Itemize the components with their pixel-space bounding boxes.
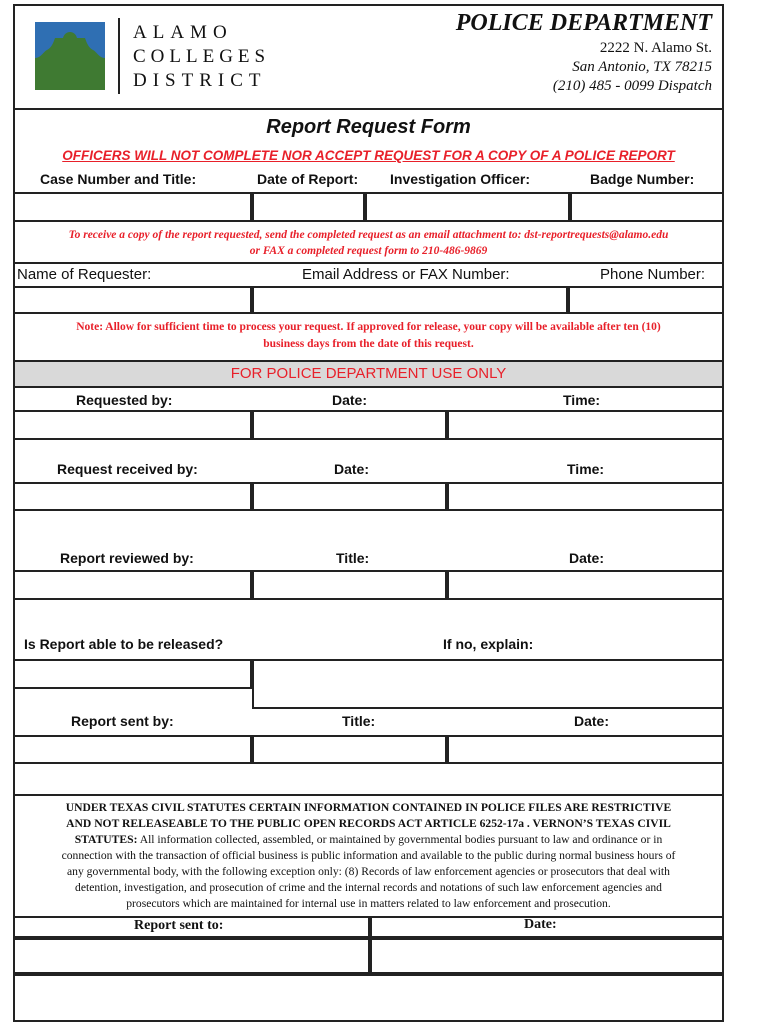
sent-date-field[interactable]: [447, 735, 724, 764]
investigation-officer-field[interactable]: [365, 192, 570, 222]
address-city: San Antonio, TX 78215: [572, 59, 712, 75]
police-use-banner-text: FOR POLICE DEPARTMENT USE ONLY: [230, 365, 507, 382]
phone-number-label: Phone Number:: [600, 266, 706, 283]
processing-note-line-2: business days from the date of this request.: [263, 338, 474, 350]
sent-title-field[interactable]: [252, 735, 447, 764]
police-use-banner: [13, 360, 724, 388]
statute-top-line: [13, 794, 724, 796]
dispatch-phone: (210) 485 - 0099 Dispatch: [552, 78, 712, 94]
requested-time-label: Time:: [563, 392, 601, 408]
header-divider: [13, 108, 724, 110]
requested-date-field[interactable]: [252, 410, 447, 440]
received-time-field[interactable]: [447, 482, 724, 511]
college-logo: [35, 22, 105, 90]
requester-name-field[interactable]: [13, 286, 252, 314]
phone-number-field[interactable]: [568, 286, 724, 314]
email-note-line-1: To receive a copy of the report requested, send the completed request as an email attachment to: dst-reportrequests@alamo.edu: [68, 229, 669, 241]
statute-line-6: detention, investigation, and prosecution of crime and the internal records and notations of such law enforcement agencies and: [75, 881, 662, 894]
statute-line-2: AND NOT RELEASEABLE TO THE PUBLIC OPEN RECORDS ACT ARTICLE 6252-17a . VERNON’S TEXAS CIVIL: [66, 817, 671, 830]
row2-top-line: [13, 262, 724, 264]
final-date-field[interactable]: [370, 938, 724, 974]
requested-time-field[interactable]: [447, 410, 724, 440]
reviewed-title-field[interactable]: [252, 570, 447, 600]
sent-title-label: Title:: [342, 713, 376, 729]
investigation-officer-label: Investigation Officer:: [390, 171, 531, 187]
badge-number-field[interactable]: [570, 192, 724, 222]
sent-date-label: Date:: [574, 713, 610, 729]
explain-label: If no, explain:: [443, 636, 534, 652]
statute-line-1: UNDER TEXAS CIVIL STATUTES CERTAIN INFORMATION CONTAINED IN POLICE FILES ARE RESTRICTIVE: [65, 801, 672, 814]
reviewed-by-field[interactable]: [13, 570, 252, 600]
release-question-label: Is Report able to be released?: [24, 636, 224, 652]
sent-by-label: Report sent by:: [71, 713, 174, 729]
requested-by-field[interactable]: [13, 410, 252, 440]
org-name-line-1: ALAMO: [133, 22, 233, 43]
logo-mark-icon: [35, 22, 105, 90]
org-name-line-3: DISTRICT: [133, 70, 267, 91]
case-number-label: Case Number and Title:: [40, 171, 197, 187]
processing-note-line-1: Note: Allow for sufficient time to process your request. If approved for release, your copy will be available after ten (10): [76, 321, 661, 333]
release-answer-field[interactable]: [13, 659, 252, 689]
received-date-field[interactable]: [252, 482, 447, 511]
received-time-label: Time:: [567, 461, 605, 477]
reviewed-date-field[interactable]: [447, 570, 724, 600]
requester-name-label: Name of Requester:: [17, 266, 152, 283]
date-of-report-field[interactable]: [252, 192, 365, 222]
sent-to-field[interactable]: [13, 938, 370, 974]
department-title: POLICE DEPARTMENT: [455, 10, 712, 36]
header: [13, 4, 724, 110]
date-of-report-label: Date of Report:: [257, 171, 359, 187]
statute-line-3-lead: STATUTES:: [74, 833, 138, 846]
statute-text: [13, 800, 724, 912]
explain-field[interactable]: [252, 659, 724, 709]
received-by-field[interactable]: [13, 482, 252, 511]
address-street: 2222 N. Alamo St.: [599, 40, 712, 56]
email-fax-label: Email Address or FAX Number:: [302, 266, 510, 283]
reviewed-title-label: Title:: [336, 550, 370, 566]
statute-line-3-rest: All information collected, assembled, or maintained by governmental bodies pursuant to law and ordinance or in: [137, 833, 663, 846]
officer-warning: OFFICERS WILL NOT COMPLETE NOR ACCEPT REQUEST FOR A COPY OF A POLICE REPORT: [62, 148, 675, 163]
final-date-label: Date:: [524, 917, 557, 932]
badge-number-label: Badge Number:: [590, 171, 695, 187]
received-date-label: Date:: [334, 461, 370, 477]
email-note-line-2: or FAX a completed request form to 210-486-9869: [249, 245, 488, 257]
org-name-line-2: COLLEGES: [133, 46, 271, 67]
requested-date-label: Date:: [332, 392, 368, 408]
statute-line-4: connection with the transaction of official business is public information and available to the public during normal business hours of: [61, 849, 676, 862]
logo-divider: [118, 18, 120, 94]
received-by-label: Request received by:: [57, 461, 198, 477]
bottom-blank-area: [13, 974, 724, 1022]
form-title: Report Request Form: [266, 116, 471, 138]
requested-by-label: Requested by:: [76, 392, 173, 408]
sent-by-field[interactable]: [13, 735, 252, 764]
statute-line-5: any governmental body, with the following exception only: (8) Records of law enforcement agencies or prosecutors that deal with: [67, 865, 670, 878]
email-fax-field[interactable]: [252, 286, 568, 314]
reviewed-by-label: Report reviewed by:: [60, 550, 194, 566]
reviewed-date-label: Date:: [569, 550, 605, 566]
statute-line-7: prosecutors which are maintained for internal use in matters related to law enforcement and prosecution.: [126, 897, 611, 910]
statute-line-3: [13, 832, 724, 848]
sent-to-label: Report sent to:: [134, 918, 224, 933]
case-number-field[interactable]: [13, 192, 252, 222]
